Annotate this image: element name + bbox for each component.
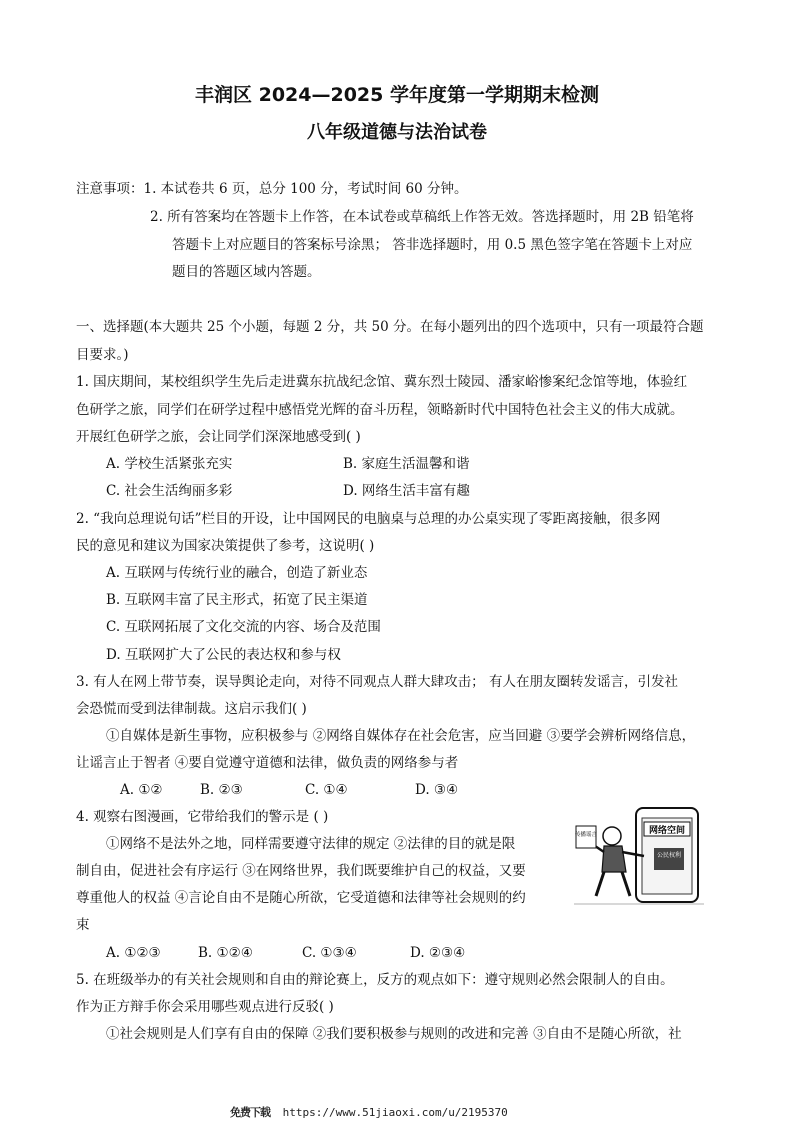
- note-line-2b: 答题卡上对应题目的答案标号涂黑； 答非选择题时，用 0.5 黑色签字笔在答题卡上对应: [172, 237, 693, 253]
- q2-stem-2: 民的意见和建议为国家决策提供了参考，这说明( ): [76, 538, 375, 554]
- q2-option-a: A. 互联网与传统行业的融合，创造了新业态: [106, 565, 368, 581]
- q4-comic-illustration: [574, 806, 704, 906]
- note-line-2c: 题目的答题区域内答题。: [172, 264, 321, 280]
- q4-option-c: C. ①③④: [302, 945, 357, 961]
- note-line-1: 注意事项：1. 本试卷共 6 页，总分 100 分，考试时间 60 分钟。: [76, 181, 468, 197]
- footer-watermark: 免费下载: [230, 1106, 270, 1119]
- comic-rumor-tag: [575, 826, 598, 848]
- q4-option-a: A. ①②③: [106, 945, 161, 961]
- q4-option-d: D. ②③④: [410, 945, 466, 961]
- q1-stem-2: 色研学之旅，同学们在研学过程中感悟党光辉的奋斗历程，领略新时代中国特色社会主义的伟大成就。: [76, 402, 684, 418]
- q3-option-a: A. ①②: [120, 782, 163, 798]
- q2-option-d: D. 互联网扩大了公民的表达权和参与权: [106, 647, 341, 663]
- section-heading-cont: 目要求。): [76, 347, 129, 363]
- q1-stem-3: 开展红色研学之旅，会让同学们深深地感受到( ): [76, 429, 361, 445]
- q1-option-d: D. 网络生活丰富有趣: [343, 483, 470, 499]
- q3-stem-1: 3. 有人在网上带节奏，误导舆论走向，对待不同观点人群大肆攻击； 有人在朋友圈转发谣言，引发社: [76, 674, 678, 690]
- q2-option-b: B. 互联网丰富了民主形式，拓宽了民主渠道: [106, 592, 368, 608]
- q4-option-b: B. ①②④: [198, 945, 253, 961]
- q4-stem-3: 制自由，促进社会有序运行 ③在网络世界，我们既要维护自己的权益，又要: [76, 863, 526, 879]
- q4-stem-4: 尊重他人的权益 ④言论自由不是随心所欲，它受道德和法律等社会规则的约: [76, 890, 526, 906]
- q2-stem-1: 2. “我向总理说句话”栏目的开设，让中国网民的电脑桌与总理的办公桌实现了零距离接触，很多网: [76, 511, 661, 527]
- q4-stem-1: 4. 观察右图漫画，它带给我们的警示是 ( ): [76, 809, 329, 825]
- q3-stem-4: 让谣言止于智者 ④要自觉遵守道德和法律，做负责的网络参与者: [76, 755, 459, 771]
- q3-option-b: B. ②③: [200, 782, 243, 798]
- q4-stem-5: 束: [76, 917, 90, 933]
- q3-option-c: C. ①④: [305, 782, 348, 798]
- comic-sign-text: 网络空间: [648, 826, 686, 836]
- q1-option-c: C. 社会生活绚丽多彩: [106, 483, 233, 499]
- note-line-2a: 2. 所有答案均在答题卡上作答，在本试卷或草稿纸上作答无效。答选择题时，用 2B 铅笔将: [150, 209, 694, 225]
- q3-option-d: D. ③④: [415, 782, 459, 798]
- q3-stem-2: 会恐慌而受到法律制裁。这启示我们( ): [76, 701, 307, 717]
- exam-subtitle: 八年级道德与法治试卷: [307, 122, 487, 143]
- page-footer: [230, 1104, 508, 1120]
- q1-stem-1: 1. 国庆期间，某校组织学生先后走进冀东抗战纪念馆、冀东烈士陵园、潘家峪惨案纪念馆等地，体验红: [76, 374, 688, 390]
- q1-option-b: B. 家庭生活温馨和谐: [343, 456, 470, 472]
- comic-tag-text: 传播谣言: [574, 832, 598, 838]
- exam-title: 丰润区 2024—2025 学年度第一学期期末检测: [195, 84, 599, 106]
- footer-url[interactable]: https://www.51jiaoxi.com/u/2195370: [282, 1106, 508, 1119]
- q4-stem-2: ①网络不是法外之地，同样需要遵守法律的规定 ②法律的目的就是限: [106, 836, 516, 852]
- q1-option-a: A. 学校生活紧张充实: [106, 456, 233, 472]
- q5-stem-1: 5. 在班级举办的有关社会规则和自由的辩论赛上，反方的观点如下：遵守规则必然会限制人的自由。: [76, 972, 674, 988]
- q5-stem-3: ①社会规则是人们享有自由的保障 ②我们要积极参与规则的改进和完善 ③自由不是随心所欲，社: [106, 1026, 682, 1042]
- q5-stem-2: 作为正方辩手你会采用哪些观点进行反驳( ): [76, 999, 334, 1015]
- section-heading: 一、选择题(本大题共 25 个小题，每题 2 分，共 50 分。在每小题列出的四个选项中，只有一项最符合题: [76, 319, 704, 335]
- q2-option-c: C. 互联网拓展了文化交流的内容、场合及范围: [106, 619, 381, 635]
- q3-stem-3: ①自媒体是新生事物，应积极参与 ②网络自媒体存在社会危害，应当回避 ③要学会辨析网络信息，: [106, 728, 696, 744]
- comic-bag-text: 公民权利: [656, 852, 682, 859]
